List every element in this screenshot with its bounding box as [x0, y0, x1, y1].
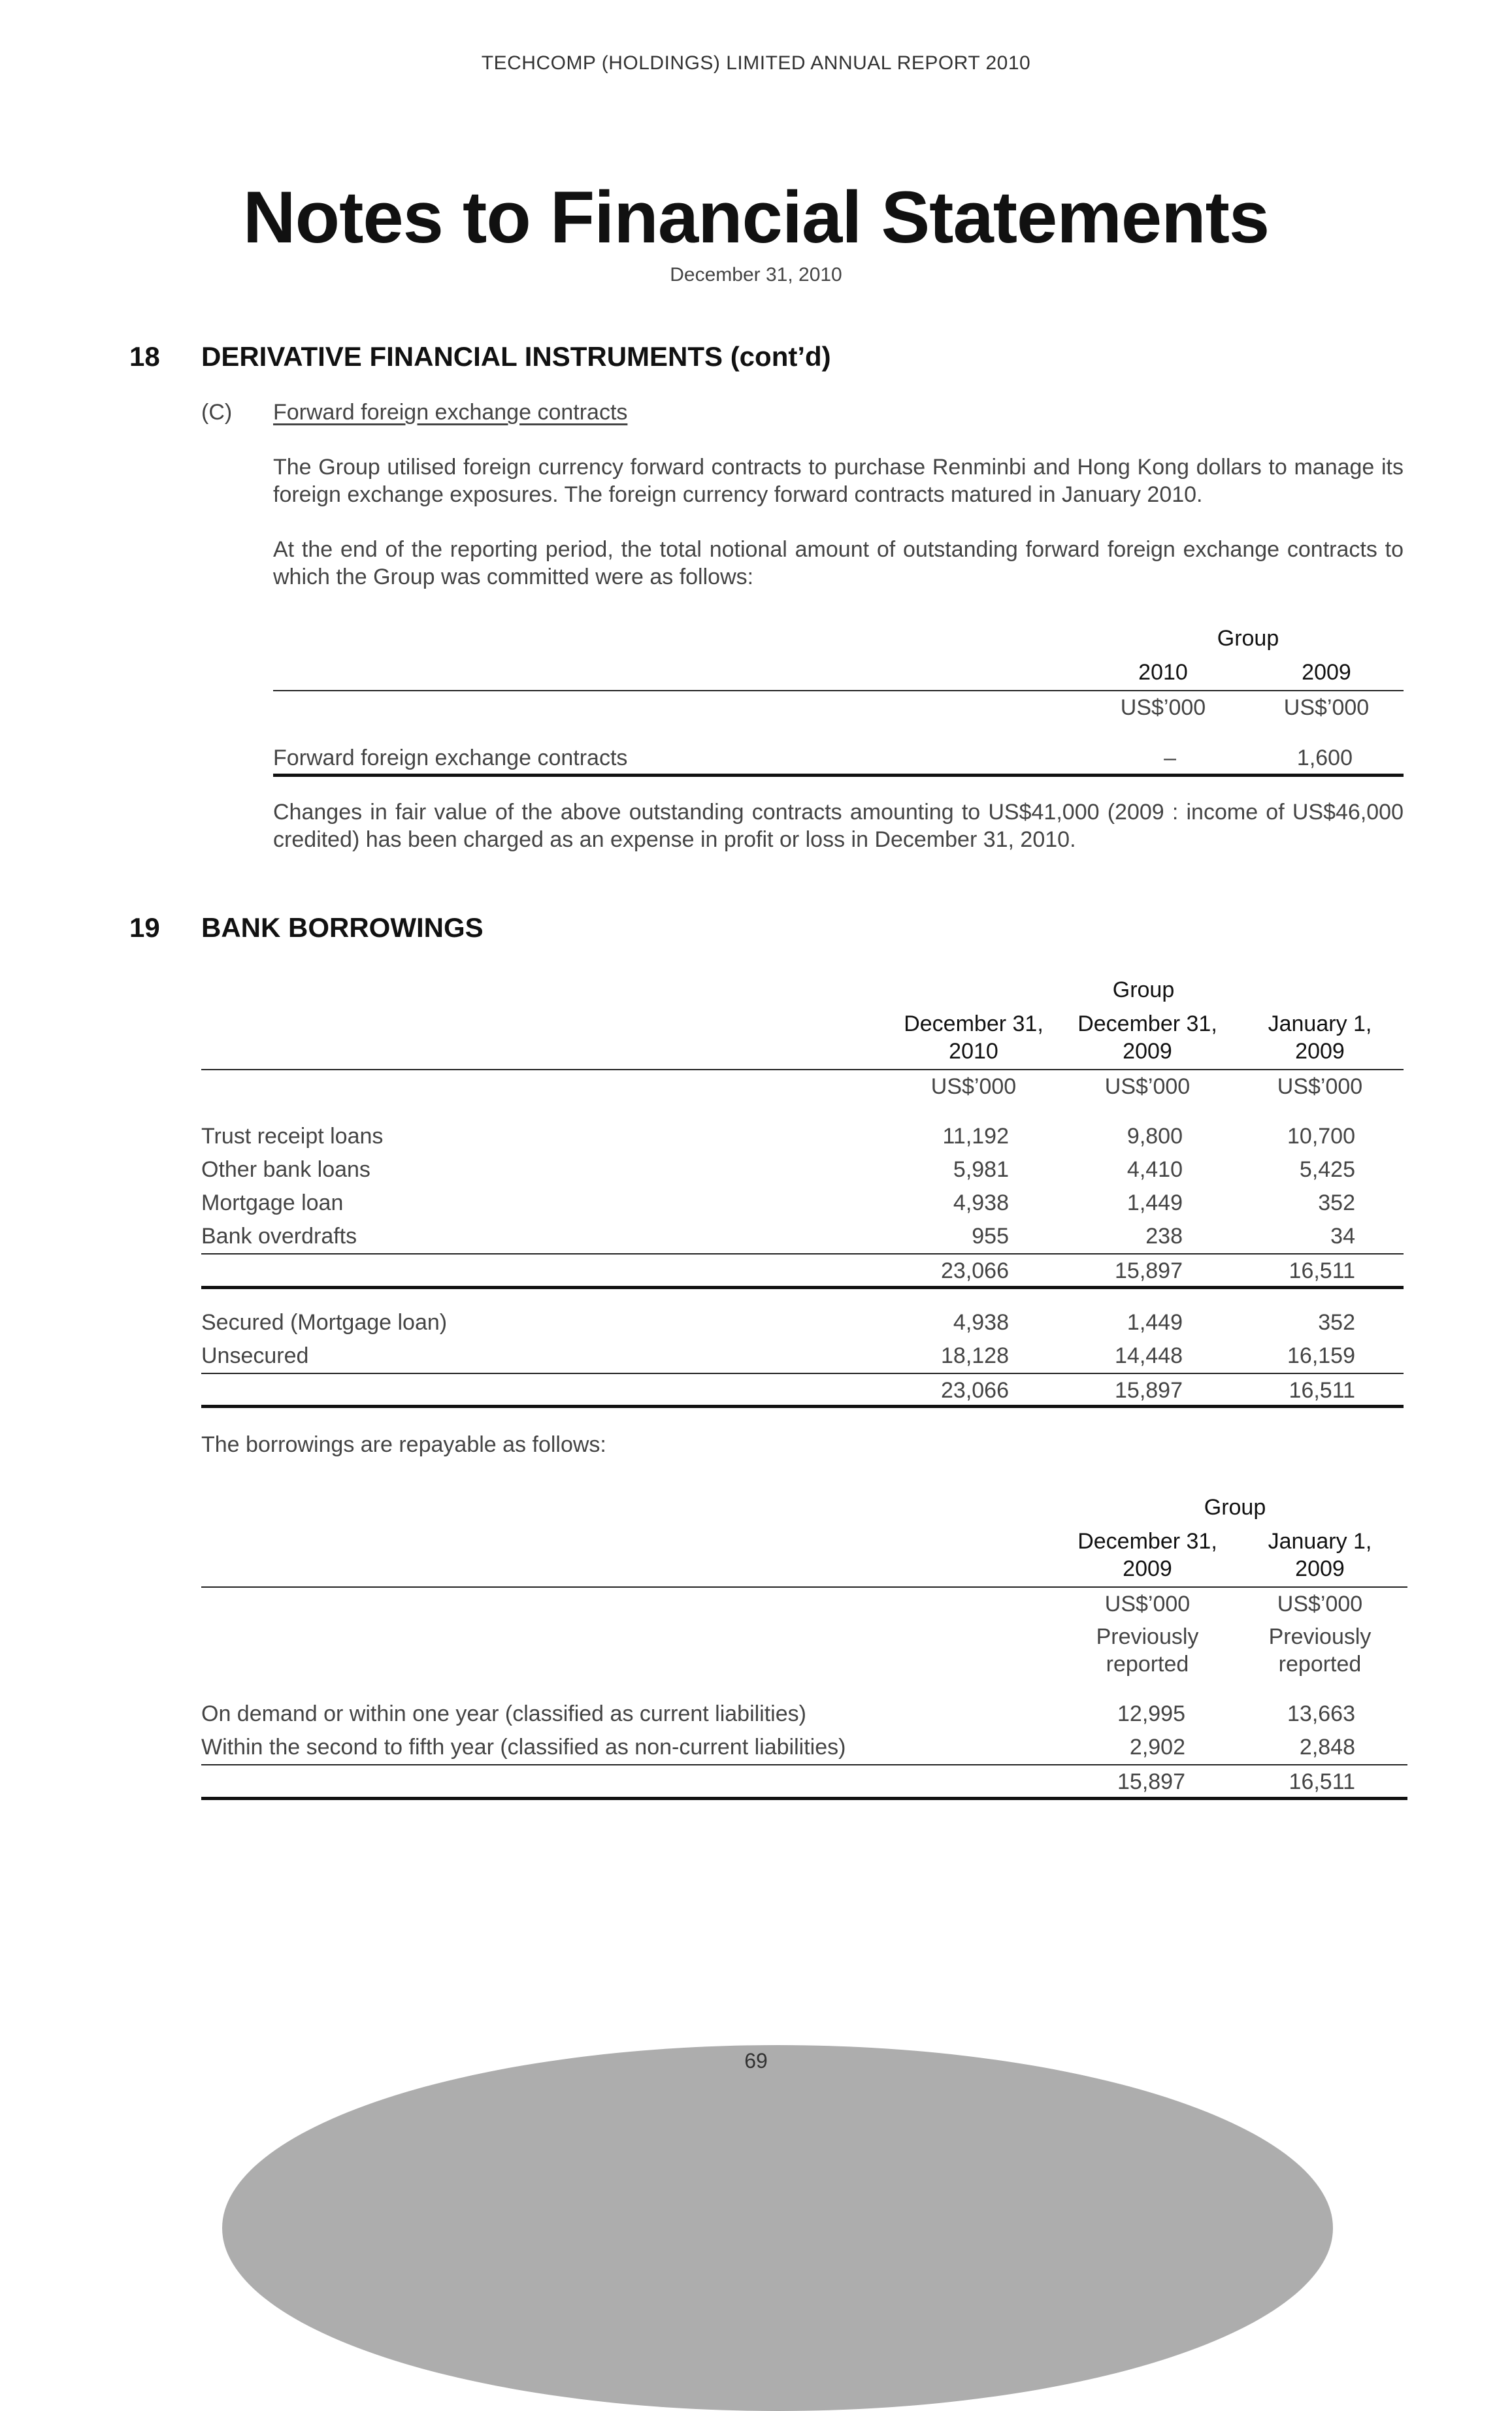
note-18-unit-2009: US$’000 — [1283, 695, 1370, 720]
note-18-row-value-2010: – — [1164, 746, 1176, 770]
note-18-row-value-2009: 1,600 — [1296, 746, 1353, 770]
note-19-col-1-line2: 2010 — [949, 1039, 998, 1064]
repayment-unit-2: US$’000 — [1277, 1592, 1363, 1616]
page-number: 69 — [744, 2049, 768, 2073]
note-19-col-1-line1: December 31, — [904, 1011, 1044, 1036]
repayment-note-1-line2: reported — [1106, 1652, 1189, 1677]
table-rule — [201, 1373, 1404, 1374]
note-18-col-2009: 2009 — [1302, 660, 1351, 685]
row-label: Unsecured — [201, 1343, 309, 1368]
row-value: 5,981 — [953, 1157, 1009, 1182]
table-rule — [201, 1069, 1404, 1070]
note-19-group-header: Group — [1112, 977, 1175, 1002]
note-19-col-3-line1: January 1, — [1268, 1011, 1372, 1036]
table-row — [0, 1157, 1512, 1183]
row-value: 4,938 — [953, 1310, 1009, 1335]
note-18-paragraph-1: The Group utilised foreign currency forward contracts to purchase Renminbi and Hong Kong dollars to manage its foreign exchange exposures. The foreign currency forward contracts matured in January 2010. — [273, 455, 1404, 507]
note-18-paragraph-2: At the end of the reporting period, the total notional amount of outstanding forward foreign exchange contracts to which the Group was committed were as follows: — [273, 537, 1404, 589]
row-value: 18,128 — [941, 1343, 1009, 1368]
row-value: 1,449 — [1126, 1190, 1183, 1215]
row-value: 11,192 — [942, 1124, 1009, 1149]
note-18-number: 18 — [129, 341, 160, 372]
table-row — [0, 1310, 1512, 1336]
note-18-sub-label: (C) — [201, 400, 233, 425]
repayment-note-1-line1: Previously — [1096, 1624, 1199, 1649]
table-row — [0, 1124, 1512, 1150]
table-rule — [201, 1764, 1407, 1765]
table-rule — [273, 690, 1404, 691]
row-value: 14,448 — [1115, 1343, 1183, 1368]
row-value: 16,159 — [1287, 1343, 1355, 1368]
table-row — [0, 1224, 1512, 1250]
table-row — [0, 1190, 1512, 1217]
table-rule-thick — [201, 1797, 1407, 1800]
page-date: December 31, 2010 — [670, 264, 842, 286]
note-18-col-2010: 2010 — [1138, 660, 1188, 685]
row-value: 2,848 — [1299, 1735, 1355, 1760]
row-label: Mortgage loan — [201, 1190, 344, 1215]
row-label: Secured (Mortgage loan) — [201, 1310, 448, 1335]
row-value: 9,800 — [1126, 1124, 1183, 1149]
row-value: 4,410 — [1126, 1157, 1183, 1182]
total-value: 15,897 — [1115, 1378, 1183, 1403]
row-value: 1,449 — [1126, 1310, 1183, 1335]
total-value: 23,066 — [941, 1258, 1009, 1283]
note-19-number: 19 — [129, 912, 160, 943]
note-18-row-label: Forward foreign exchange contracts — [273, 746, 628, 770]
row-value: 955 — [972, 1224, 1009, 1249]
note-19-unit-3: US$’000 — [1277, 1074, 1363, 1099]
row-value: 352 — [1318, 1310, 1355, 1335]
note-19-col-2-line2: 2009 — [1123, 1039, 1172, 1064]
table-row — [0, 1701, 1512, 1728]
note-18-title: DERIVATIVE FINANCIAL INSTRUMENTS (cont’d) — [201, 341, 831, 372]
row-value: 238 — [1145, 1224, 1183, 1249]
table-row — [0, 1343, 1512, 1370]
note-18-sub-title: Forward foreign exchange contracts — [273, 400, 628, 425]
row-label: Other bank loans — [201, 1157, 370, 1182]
repayment-col-1-line1: December 31, — [1077, 1529, 1217, 1554]
repayment-intro: The borrowings are repayable as follows: — [201, 1432, 606, 1457]
table-rule-thick — [201, 1405, 1404, 1408]
table-rule-thick — [273, 774, 1404, 777]
total-value: 15,897 — [1115, 1258, 1183, 1283]
table-rule — [201, 1253, 1404, 1255]
row-value: 4,938 — [953, 1190, 1009, 1215]
row-value: 352 — [1318, 1190, 1355, 1215]
table-row — [0, 1735, 1512, 1761]
repayment-col-1-line2: 2009 — [1123, 1556, 1172, 1581]
row-value: 10,700 — [1287, 1124, 1355, 1149]
row-value: 2,902 — [1129, 1735, 1185, 1760]
note-18-paragraph-3: Changes in fair value of the above outstanding contracts amounting to US$41,000 (2009 : income of US$46,000 credited) has been charged as an expense in profit or loss in December 31, 2010. — [273, 800, 1404, 852]
note-19-unit-1: US$’000 — [930, 1074, 1017, 1099]
page-title: Notes to Financial Statements — [242, 176, 1270, 258]
row-label: Within the second to fifth year (classified as non-current liabilities) — [201, 1735, 846, 1760]
row-label: Bank overdrafts — [201, 1224, 357, 1249]
table-rule-thick — [201, 1286, 1404, 1289]
note-19-col-2-line1: December 31, — [1077, 1011, 1217, 1036]
row-label: On demand or within one year (classified as current liabilities) — [201, 1701, 806, 1726]
note-19-title: BANK BORROWINGS — [201, 912, 484, 943]
row-label: Trust receipt loans — [201, 1124, 384, 1149]
running-header: TECHCOMP (HOLDINGS) LIMITED ANNUAL REPORT 2010 — [481, 52, 1031, 74]
row-value: 5,425 — [1299, 1157, 1355, 1182]
total-row — [0, 1258, 1512, 1285]
total-value: 15,897 — [1117, 1769, 1185, 1794]
note-18-unit-2010: US$’000 — [1120, 695, 1206, 720]
note-19-col-3-line2: 2009 — [1295, 1039, 1345, 1064]
total-value: 16,511 — [1289, 1769, 1355, 1794]
total-value: 16,511 — [1289, 1258, 1355, 1283]
total-value: 16,511 — [1289, 1378, 1355, 1403]
note-19-unit-2: US$’000 — [1104, 1074, 1191, 1099]
total-value: 23,066 — [941, 1378, 1009, 1403]
table-rule — [201, 1586, 1407, 1588]
repayment-col-2-line1: January 1, — [1268, 1529, 1372, 1554]
total-row — [0, 1769, 1512, 1796]
note-18-group-header: Group — [1217, 626, 1279, 651]
repayment-col-2-line2: 2009 — [1295, 1556, 1345, 1581]
repayment-group-header: Group — [1204, 1495, 1266, 1520]
repayment-note-2-line2: reported — [1278, 1652, 1362, 1677]
row-value: 12,995 — [1117, 1701, 1185, 1726]
row-value: 34 — [1330, 1224, 1355, 1249]
total-row — [0, 1378, 1512, 1404]
repayment-note-2-line1: Previously — [1268, 1624, 1372, 1649]
row-value: 13,663 — [1287, 1701, 1355, 1726]
footer-decoration — [222, 2045, 1333, 2411]
repayment-unit-1: US$’000 — [1104, 1592, 1191, 1616]
